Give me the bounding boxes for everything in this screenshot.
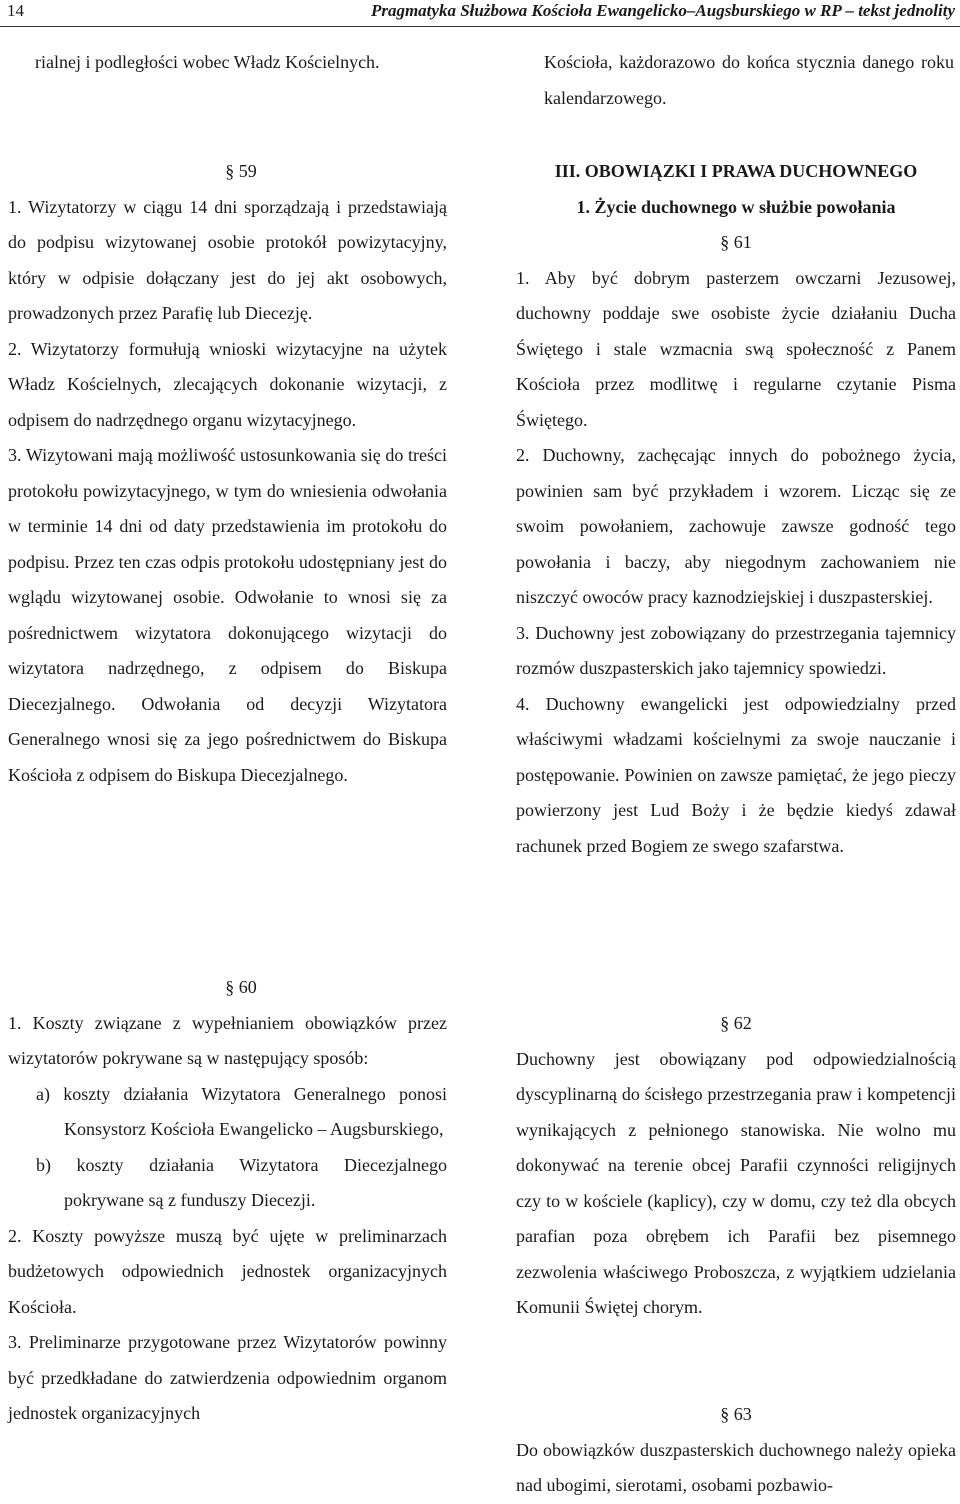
running-title: Pragmatyka Służbowa Kościoła Ewangelicko–Augsburskiego w RP – tekst jednolity (370, 1, 955, 20)
section-61-para-3: 3. Duchowny jest zobowiązany do przestrzegania tajemnicy rozmów duszpasterskich jako tajemnicy spowiedzi. (516, 622, 956, 678)
section-60-para-1: 1. Koszty związane z wypełnianiem obowiązków przez wizytatorów pokrywane są w następujący sposób: (8, 1012, 447, 1068)
subchapter-title: 1. Życie duchownego w służbie powołania (576, 196, 896, 217)
right-carry-paragraph: Kościoła, każdorazowo do końca stycznia danego roku kalendarzowego. (544, 52, 954, 108)
section-59 (8, 154, 447, 793)
section-62-title: § 62 (720, 1013, 752, 1033)
section-63-para-1: Do obowiązków duszpasterskich duchownego należy opieka nad ubogimi, sierotami, osobami pozbawio- (516, 1439, 956, 1495)
right-carry (544, 45, 954, 116)
header-rule (0, 26, 960, 27)
section-60-title: § 60 (225, 977, 257, 997)
page-number: 14 (7, 1, 24, 20)
section-61-para-4: 4. Duchowny ewangelicki jest odpowiedzialny przed właściwymi władzami kościelnymi za swoje nauczanie i postępowanie. Powinien on zawsze pamiętać, że jego pieczy powierzony jest Lud Boży i że będzie kiedyś zdawał rachunek przed Bogiem ze swego szafarstwa. (516, 693, 956, 856)
section-63 (516, 1397, 956, 1504)
section-59-para-1: 1. Wizytatorzy w ciągu 14 dni sporządzają i przedstawiają do podpisu wizytowanej osobie protokół powizytacyjny, który w odpisie dołączany jest do jej akt osobowych, prowadzonych przez Parafię lub Diecezję. (8, 196, 447, 323)
page-header (0, 0, 960, 26)
section-59-para-2: 2. Wizytatorzy formułują wnioski wizytacyjne na użytek Władz Kościelnych, zlecających dokonanie wizytacji, z odpisem do nadrzędnego organu wizytacyjnego. (8, 338, 447, 430)
left-carry-paragraph: rialnej i podległości wobec Władz Kościelnych. (35, 52, 380, 72)
section-63-title: § 63 (720, 1404, 752, 1424)
section-59-para-3: 3. Wizytowani mają możliwość ustosunkowania się do treści protokołu powizytacyjnego, w tym do wniesienia odwołania w terminie 14 dni od daty przedstawienia im protokołu do podpisu. Przez ten czas odpis protokołu udostępniany jest do wglądu wizytowanej osobie. Odwołanie to wnosi się za pośrednictwem wizytatora dokonującego wizytacji do wizytatora nadrzędnego, z odpisem do Biskupa Diecezjalnego. Odwołania od decyzji Wizytatora Generalnego wnosi się za jego pośrednictwem do Biskupa Kościoła z odpisem do Biskupa Diecezjalnego. (8, 445, 447, 785)
section-60-para-3: 3. Preliminarze przygotowane przez Wizytatorów powinny być przedkładane do zatwierdzenia odpowiednim organom jednostek organizacyjnych (8, 1332, 447, 1423)
section-60-item-a: a) koszty działania Wizytatora Generalnego ponosi Konsystorz Kościoła Ewangelicko – Augsburskiego, (36, 1083, 447, 1139)
section-59-title: § 59 (225, 161, 257, 181)
section-60-item-b: b) koszty działania Wizytatora Diecezjalnego pokrywane są z funduszy Diecezji. (36, 1154, 447, 1210)
section-62 (516, 1006, 956, 1326)
chapter-title: III. OBOWIĄZKI I PRAWA DUCHOWNEGO (554, 161, 918, 181)
chapter-iii (516, 154, 956, 864)
section-61-para-1: 1. Aby być dobrym pasterzem owczarni Jezusowej, duchowny poddaje swe osobiste życie działaniu Ducha Świętego i stale wzmacnia swą społeczność z Panem Kościoła przez modlitwę i regularne czytanie Pisma Świętego. (516, 267, 956, 430)
section-60 (8, 970, 447, 1432)
section-60-para-2: 2. Koszty powyższe muszą być ujęte w preliminarzach budżetowych odpowiednich jednostek organizacyjnych Kościoła. (8, 1225, 447, 1317)
section-61-title: § 61 (720, 232, 752, 252)
section-62-para-1: Duchowny jest obowiązany pod odpowiedzialnością dyscyplinarną do ścisłego przestrzegania praw i kompetencji wynikających z pełnionego stanowiska. Nie wolno mu dokonywać na terenie obcej Parafii czynności religijnych czy to w kościele (kaplicy), czy w domu, czy też dla obcych parafian poza obrębem ich Parafii bez pisemnego zezwolenia właściwego Proboszcza, z wyjątkiem udzielania Komunii Świętej chorym. (516, 1048, 956, 1317)
left-column (35, 45, 447, 81)
section-61-para-2: 2. Duchowny, zachęcając innych do pobożnego życia, powinien sam być przykładem i wzorem. Licząc się ze swoim powołaniem, zachowuje zawsze godność tego powołania i baczy, aby niegodnym zachowaniem nie niszczyć owoców pracy kaznodziejskiej i duszpasterskiej. (516, 445, 956, 607)
